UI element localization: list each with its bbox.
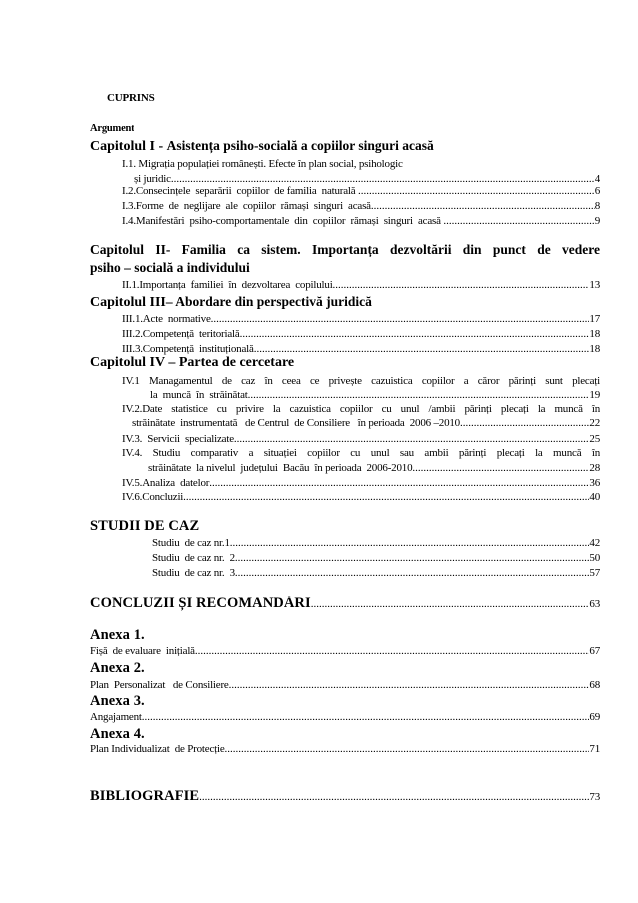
anexa-2-entry[interactable]: Plan Personalizat de Consiliere ..... 68 <box>90 680 600 691</box>
toc-entry-3-3[interactable]: III.3.Competență instituțională ..... 18 <box>122 344 600 355</box>
toc-entry-1-4[interactable]: I.4.Manifestări psiho-comportamentale din copiilor rămași singuri acasă ..... 9 <box>122 216 600 227</box>
toc-title: CUPRINS <box>107 93 155 104</box>
studiu-entry-1[interactable]: Studiu de caz nr.1 ..... 42 <box>152 538 600 549</box>
anexa-3-heading: Anexa 3. <box>90 694 145 709</box>
toc-entry-2-1[interactable]: II.1.Importanța familiei în dezvoltarea copilului ..... 13 <box>122 280 600 291</box>
toc-entry-3-2[interactable]: III.2.Competență teritorială ..... 18 <box>122 329 600 340</box>
toc-entry-1-2[interactable]: I.2.Consecințele separării copiilor de familia naturală ..... 6 <box>122 186 600 197</box>
toc-entry-1-1-line1: I.1. Migrația populației românești. Efecte în plan social, psihologic <box>122 159 403 170</box>
chapter-2-heading-line2: psiho – socială a individului <box>90 261 250 275</box>
chapter-2-heading-line1: Capitolul II- Familia ca sistem. Importanța dezvoltării din punct de vedere <box>90 243 600 257</box>
toc-entry-3-1[interactable]: III.1.Acte normative ..... 17 <box>122 314 600 325</box>
studiu-entry-2[interactable]: Studiu de caz nr. 2 ..... 50 <box>152 553 600 564</box>
bibliografie-entry[interactable]: BIBLIOGRAFIE ..... 73 <box>90 789 600 804</box>
toc-entry-4-1[interactable]: la muncă în străinătat ..... 19 <box>150 390 600 401</box>
chapter-3-heading: Capitolul III– Abordare din perspectivă juridică <box>90 295 372 310</box>
toc-entry-4-4-line1: IV.4. Studiu comparativ a situației copiilor cu unul sau ambii părinți plecați la muncă în <box>122 448 600 459</box>
toc-entry-4-5[interactable]: IV.5.Analiza datelor ..... 36 <box>122 478 600 489</box>
toc-entry-4-1-line1: IV.1 Managamentul de caz în ceea ce privește cazuistica copiilor a căror părinți sunt plecați <box>122 376 600 387</box>
toc-entry-4-2[interactable]: străinătate instrumentată de Centrul de Consiliere în perioada 2006 –2010 ..... 22 <box>132 418 600 429</box>
studiu-entry-3[interactable]: Studiu de caz nr. 3 ..... 57 <box>152 568 600 579</box>
anexa-2-heading: Anexa 2. <box>90 661 145 676</box>
toc-entry-1-3[interactable]: I.3.Forme de neglijare ale copiilor rămași singuri acasă ..... 8 <box>122 201 600 212</box>
anexa-4-entry[interactable]: Plan Individualizat de Protecție ..... 71 <box>90 744 600 755</box>
argument-heading: Argument <box>90 124 135 134</box>
toc-entry-4-4[interactable]: străinătate la nivelul județului Bacău în perioada 2006-2010 ..... 28 <box>148 463 600 474</box>
toc-entry-4-6[interactable]: IV.6.Concluzii ..... 40 <box>122 492 600 503</box>
anexa-4-heading: Anexa 4. <box>90 727 145 742</box>
toc-entry-4-2-line1: IV.2.Date statistice cu privire la cazuistica copiilor cu unul /ambii părinți plecați la muncă în <box>122 404 600 415</box>
toc-entry-4-3[interactable]: IV.3. Servicii specializate ..... 25 <box>122 434 600 445</box>
concluzii-entry[interactable]: CONCLUZII ȘI RECOMANDĂRI ..... 63 <box>90 596 600 611</box>
toc-entry-1-1[interactable]: și juridic ..... 4 <box>134 174 600 185</box>
anexa-3-entry[interactable]: Angajament ..... 69 <box>90 712 600 723</box>
anexa-1-heading: Anexa 1. <box>90 628 145 643</box>
chapter-1-heading: Capitolul I - Asistența psiho-socială a copiilor singuri acasă <box>90 139 434 154</box>
chapter-4-heading: Capitolul IV – Partea de cercetare <box>90 356 295 370</box>
anexa-1-entry[interactable]: Fișă de evaluare inițială ..... 67 <box>90 646 600 657</box>
studii-heading: STUDII DE CAZ <box>90 519 200 534</box>
